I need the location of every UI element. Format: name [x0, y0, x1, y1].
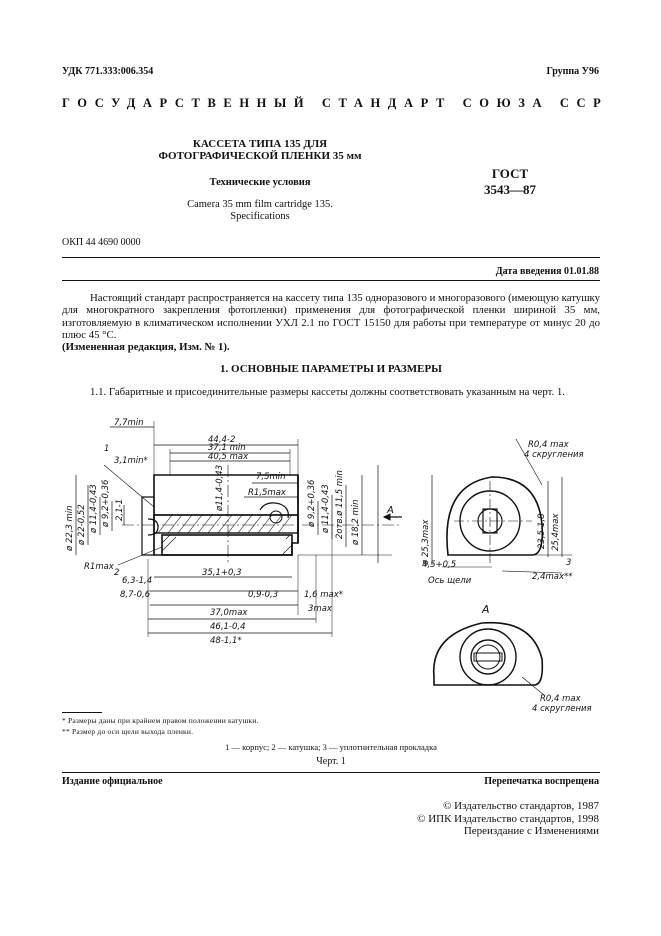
- subtitle-ru: Технические условия: [209, 177, 311, 188]
- title-line-1: КАССЕТА ТИПА 135 ДЛЯ: [192, 138, 328, 150]
- cartridge-drawing: [62, 415, 600, 715]
- group-code: Группа У96: [546, 66, 599, 77]
- view-a: [434, 623, 544, 695]
- dim-48-1: 48-1,1*: [210, 636, 242, 646]
- dim-6-3: 6,3-1,4: [122, 576, 153, 586]
- dim-4-5: 4,5+0,5: [422, 560, 457, 570]
- dim-11-4-right: ø 11,4-0,43: [321, 484, 331, 533]
- intro-date: Дата введения 01.01.88: [495, 266, 599, 277]
- dim-18-2min: ø 18,2 min: [351, 499, 361, 545]
- dim-37-0max: 37,0max: [210, 608, 248, 618]
- dim-2-4max: 2,4max**: [532, 572, 573, 582]
- reissue-note: Переиздание с Изменениями: [463, 825, 599, 837]
- dim-r1-5max: R1,5max: [248, 488, 286, 498]
- amendment-note: (Измененная редакция, Изм. № 1).: [62, 341, 230, 353]
- dim-7-5min: 7,5min: [256, 472, 286, 482]
- clause-1-1: 1.1. Габаритные и присоединительные размеры кассеты должны соответствовать указанным на черт. 1.: [90, 386, 566, 398]
- divider-footer: [62, 772, 600, 773]
- dim-4-skrugleniya: 4 скругления: [524, 450, 584, 460]
- subtitle-en: [130, 199, 390, 223]
- dim-22-3min: ø 22,3 min: [65, 505, 75, 551]
- dim-3-1: ø 9,2+0,36: [307, 479, 317, 527]
- document-title: [130, 138, 390, 162]
- dim-8-7: 8,7-0,6: [120, 590, 151, 600]
- label-a-arrow: А: [387, 505, 394, 516]
- label-1: 1: [104, 444, 110, 454]
- label-3: 3: [566, 558, 572, 568]
- dim-11-4-center: ø11,4-0,43: [215, 464, 225, 511]
- dim-25-3max: ø 25,3max: [421, 519, 431, 565]
- dim-2-1: 2,1-1: [115, 499, 125, 521]
- figure-legend: 1 — корпус; 2 — катушка; 3 — уплотнительная прокладка: [225, 742, 437, 752]
- official-edition: Издание официальное: [62, 776, 163, 787]
- dim-25-4max: 25,4max: [551, 513, 561, 551]
- copyright-block: [417, 800, 599, 838]
- dim-3max: 3max: [308, 604, 332, 614]
- dim-11-4: ø 11,4-0,43: [89, 484, 99, 533]
- footnote-2: ** Размер до оси щели выхода пленки.: [62, 727, 194, 736]
- dim-40-5max: 40,5 max: [208, 452, 249, 462]
- dim-22: ø 22-0,52: [77, 504, 87, 545]
- dim-44-4: 44,4-2: [208, 435, 236, 445]
- copyright-1987: © Издательство стандартов, 1987: [443, 800, 599, 812]
- axis-slot-label: Ось щели: [428, 576, 472, 586]
- section-title: 1. ОСНОВНЫЕ ПАРАМЕТРЫ И РАЗМЕРЫ: [220, 363, 442, 375]
- dim-r1max: R1max: [84, 562, 114, 572]
- subtitle-en-line-2: Specifications: [230, 211, 290, 222]
- view-a-label: А: [482, 603, 490, 616]
- subtitle-en-line-1: Camera 35 mm film cartridge 135.: [187, 199, 333, 210]
- figure-caption: Черт. 1: [316, 756, 346, 767]
- dim-4-skrugleniya-a: 4 скругления: [532, 704, 592, 714]
- dim-r0-4max: R0,4 max: [528, 440, 569, 450]
- dim-2otv: 2отв.ø 11,5 min: [335, 470, 345, 539]
- footnote-1: * Размеры даны при крайнем правом положении катушки.: [62, 716, 259, 725]
- gost-line-2: 3543—87: [484, 182, 536, 197]
- footnote-rule: [62, 712, 102, 713]
- intro-paragraph: Настоящий стандарт распространяется на кассету типа 135 одноразового и многоразового (имеющую катушку для многократного закрепления фотопленки) применения для фотографической пленки шириной 35 мм, изготовляемую в климатическом исполнении УХЛ 2.1 по ГОСТ 15150 для работы при температуре от минус 20 до плюс 45 °С.: [62, 292, 601, 341]
- dim-9-2: ø 9,2+0,36: [101, 479, 111, 527]
- title-line-2: ФОТОГРАФИЧЕСКОЙ ПЛЕНКИ 35 мм: [158, 150, 362, 162]
- dim-23-5: 23,5-1,8: [537, 513, 547, 549]
- divider-date: [62, 280, 600, 281]
- dim-0-9: 0,9-0,3: [248, 590, 279, 600]
- gost-line-1: ГОСТ: [491, 166, 529, 181]
- label-2: 2: [114, 568, 120, 578]
- state-standard-heading: ГОСУДАРСТВЕННЫЙ СТАНДАРТ СОЮЗА ССР: [62, 96, 609, 110]
- dim-46-1: 46,1-0,4: [210, 622, 246, 632]
- okp-code: ОКП 44 4690 0000: [62, 237, 141, 248]
- dim-35-1: 35,1+0,3: [202, 568, 242, 578]
- dim-3-1min: 3,1min*: [114, 456, 148, 466]
- gost-number: [470, 166, 550, 198]
- divider-top: [62, 257, 600, 258]
- dim-37-1min: 37,1 min: [208, 443, 246, 453]
- dim-7-7min: 7,7min: [114, 418, 144, 428]
- udk-code: УДК 771.333:006.354: [62, 66, 154, 77]
- dim-1-6max: 1,6 max*: [304, 590, 343, 600]
- copyright-1998: © ИПК Издательство стандартов, 1998: [417, 812, 599, 825]
- dim-r0-4max-a: R0,4 max: [540, 694, 581, 704]
- reprint-forbidden: Перепечатка воспрещена: [484, 776, 599, 787]
